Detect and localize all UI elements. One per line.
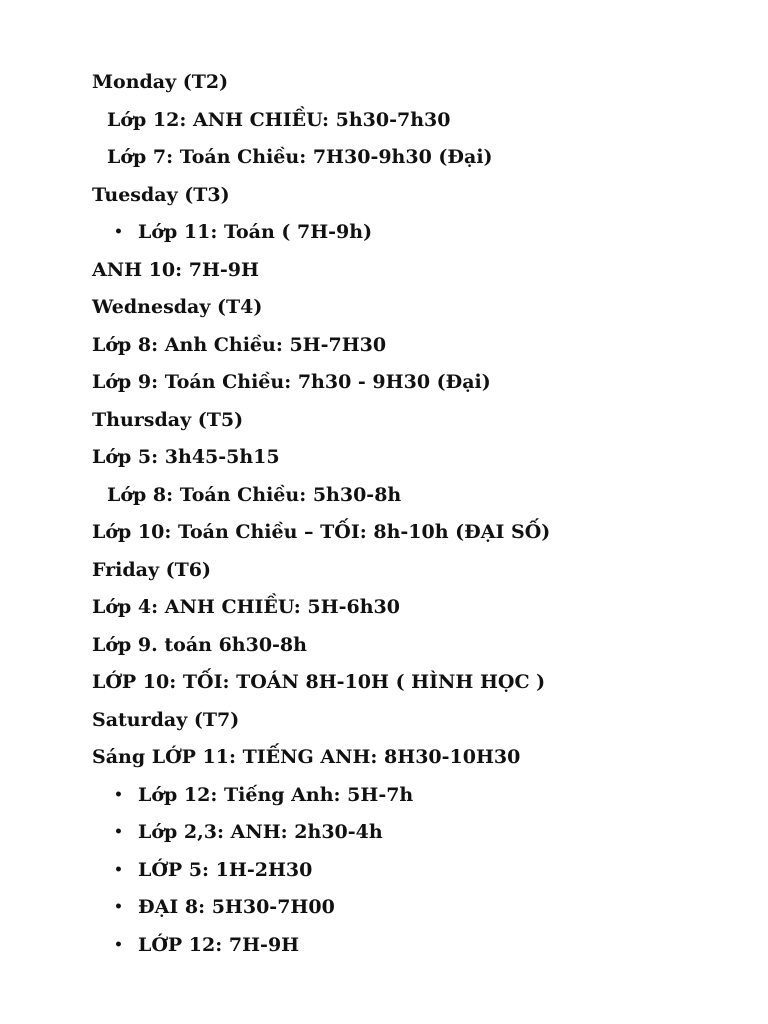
schedule-line: Lớp 9. toán 6h30-8h — [92, 633, 307, 656]
schedule-line: LỚP 10: TỐI: TOÁN 8H-10H ( HÌNH HỌC ) — [92, 671, 546, 693]
schedule-list-item: ĐẠI 8: 5H30-7H00 — [138, 896, 335, 918]
schedule-line: Lớp 12: ANH CHIỀU: 5h30-7h30 — [107, 108, 451, 131]
schedule-list-item: Lớp 12: Tiếng Anh: 5H-7h — [138, 783, 414, 806]
bullet-marker: • — [114, 824, 123, 840]
schedule-line: Lớp 5: 3h45-5h15 — [92, 446, 280, 468]
schedule-line: Monday (T2) — [92, 71, 229, 93]
schedule-line: Lớp 9: Toán Chiều: 7h30 - 9H30 (Đại) — [92, 371, 491, 393]
schedule-line: Wednesday (T4) — [92, 296, 263, 318]
schedule-list-item: LỚP 5: 1H-2H30 — [138, 858, 313, 881]
schedule-list-item: LỚP 12: 7H-9H — [138, 933, 300, 956]
schedule-list-item: Lớp 2,3: ANH: 2h30-4h — [138, 821, 383, 843]
schedule-line: Sáng LỚP 11: TIẾNG ANH: 8H30-10H30 — [92, 746, 521, 768]
schedule-line: Friday (T6) — [92, 558, 211, 581]
bullet-marker: • — [114, 786, 123, 803]
bullet-marker: • — [114, 899, 123, 915]
schedule-line: Saturday (T7) — [92, 708, 240, 731]
schedule-line: Lớp 8: Anh Chiều: 5H-7H30 — [92, 333, 387, 356]
schedule-line: Lớp 4: ANH CHIỀU: 5H-6h30 — [92, 596, 400, 618]
schedule-line: ANH 10: 7H-9H — [92, 258, 259, 281]
bullet-marker: • — [114, 936, 123, 953]
bullet-marker: • — [114, 224, 123, 240]
schedule-list-item: Lớp 11: Toán ( 7H-9h) — [138, 221, 373, 243]
schedule-line: Lớp 8: Toán Chiều: 5h30-8h — [107, 483, 402, 506]
schedule-line: Lớp 10: Toán Chiều – TỐI: 8h-10h (ĐẠI SỐ) — [92, 521, 551, 543]
schedule-line: Tuesday (T3) — [92, 183, 230, 206]
schedule-line: Lớp 7: Toán Chiều: 7H30-9h30 (Đại) — [107, 146, 493, 168]
schedule-line: Thursday (T5) — [92, 408, 244, 431]
bullet-marker: • — [114, 861, 123, 878]
